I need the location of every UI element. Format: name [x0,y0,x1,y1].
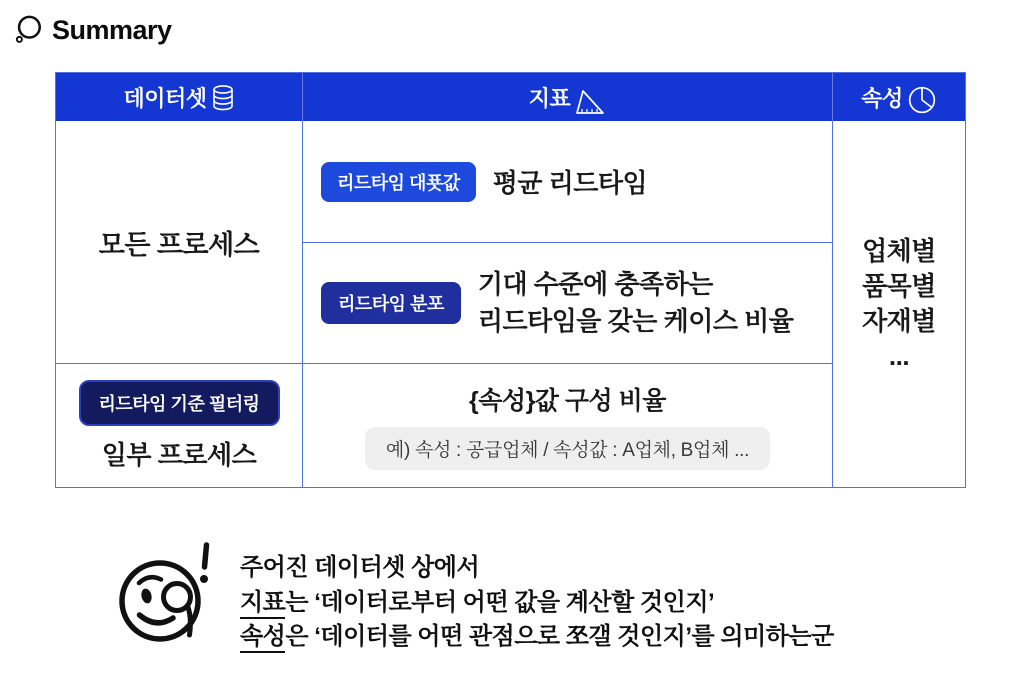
header-cell-attribute [833,73,965,121]
database-icon [211,84,235,113]
note-text-block [240,551,834,655]
note-line3 [240,623,834,653]
note-line2-rest: 는 ‘데이터로부터 어떤 값을 계산할 것인지’ [285,588,715,616]
cell-metric-representative [303,121,833,243]
metric1-text: 평균 리드타임 [492,168,648,198]
page-title-row [13,14,172,46]
attribute-ellipsis: ... [888,341,910,371]
metric2-line1: 기대 수준에 충족하는 [477,269,713,299]
attribute-item: 자재별 [862,306,936,336]
metric3-title: {속성}값 구성 비율 [469,387,666,415]
header-attribute-label: 속성 [861,85,903,111]
dataset-some-label: 일부 프로세스 [101,439,257,470]
leadtime-distribution-badge: 리드타임 분포 [321,282,461,324]
header-cell-dataset [56,73,303,121]
pie-chart-icon [907,85,937,115]
leadtime-representative-badge: 리드타임 대푯값 [321,162,476,202]
metric2-text [478,266,794,340]
page-title: Summary [52,14,172,45]
header-dataset-label: 데이터셋 [123,85,207,111]
note-line2 [240,589,714,619]
header-cell-metric [303,73,833,121]
attribute-item: 품목별 [862,271,936,301]
note-term-metric: 지표 [240,589,285,619]
note-line3-rest: 은 ‘데이터를 어떤 관점으로 쪼갤 것인지’를 의미하는군 [285,623,834,650]
note-line1: 주어진 데이터셋 상에서 [240,554,480,581]
note-term-attribute: 속성 [240,623,285,653]
cell-dataset-all-processes [56,121,303,364]
cell-attributes [833,121,965,487]
speech-bubble-icon [13,14,43,46]
header-metric-label: 지표 [528,85,571,111]
dataset-all-label: 모든 프로세스 [98,229,260,260]
metric3-example-box: 예) 속성 : 공급업체 / 속성값 : A업체, B업체 ... [365,427,770,470]
cell-metric-composition [303,364,833,487]
triangle-ruler-icon [574,89,606,117]
metric2-line2: 리드타임을 갖는 케이스 비율 [477,306,794,336]
face-with-monocle-icon [118,538,224,655]
leadtime-filter-badge: 리드타임 기준 필터링 [79,380,280,426]
cell-dataset-some-processes [56,364,303,487]
summary-table [55,72,966,488]
cell-metric-distribution [303,243,833,364]
attribute-item: 업체별 [862,236,936,266]
